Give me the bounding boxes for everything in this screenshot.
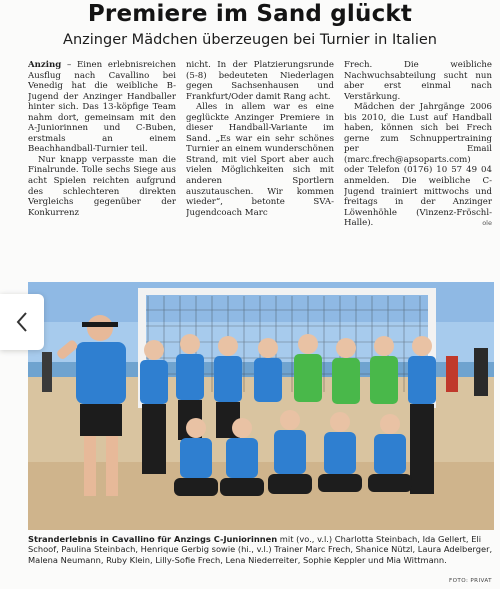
caption-text: mit (vo., v.l.) Charlotta Steinbach, Ida Gellert, Eli Schoof, Paulina Steinbach, Henrique Gerbig sowie (hi., v.l.) Trainer Marc Frech, Shanice Nützl, Laura Adelberger, Malena Neumann, Ruby Klein, Lilly-Sofie Frech, Lena Niederreiter, Sophie Keppler und Mia Wittmann. bbox=[28, 534, 493, 565]
bottom-toolbar bbox=[0, 589, 500, 606]
subheadline: Anzinger Mädchen überzeugen bei Turnier in Italien bbox=[63, 32, 437, 48]
photo-credit: FOTO: PRIVAT bbox=[449, 577, 492, 584]
previous-page-button[interactable] bbox=[0, 294, 44, 350]
paragraph-text: – Einen erlebnisreichen Ausflug nach Cavallino bei Venedig hat die weibliche B-Jugend der Anzinger Handballer hinter sich. Das 13-köpfige Team nahm dort, gemeinsam mit den A-Juniorinnen und C-Buben, erstmals an einem Beachhandball-Turnier teil. bbox=[28, 60, 176, 155]
photo-caption bbox=[28, 534, 494, 586]
paragraph: Frech. Die weibliche Nachwuchsabteilung sucht nun aber erst einmal nach Verstärkung. bbox=[344, 60, 492, 102]
bystander bbox=[446, 356, 458, 392]
bystander bbox=[42, 352, 52, 392]
paragraph: Nur knapp verpasste man die Finalrunde. Tolle sechs Siege aus acht Spielen reichten aufgrund des schlechteren direkten Vergleichs gegenüber der Konkurrenz bbox=[28, 154, 176, 218]
article-column-3 bbox=[344, 60, 492, 270]
paragraph bbox=[28, 60, 176, 155]
article-column-1 bbox=[28, 60, 176, 270]
paragraph: Alles in allem war es eine geglückte Anzinger Premiere in dieser Handball-Variante im Sand. „Es war ein sehr schönes Turnier an einem wunderschönen Strand, mit viel Sport aber auch vielen Möglichkeiten sich mit anderen Sportlern auszutauschen. Wir kommen wieder“, betonte SVA-Jugendcoach Marc bbox=[186, 102, 334, 218]
author-initials: ole bbox=[482, 219, 492, 228]
goal-crossbar bbox=[138, 288, 436, 295]
bystander bbox=[474, 348, 488, 396]
headline: Premiere im Sand glückt bbox=[87, 1, 413, 27]
paragraph: nicht. In der Platzierungsrunde (5-8) bedeuteten Niederlagen gegen Sachsenhausen und Frankfurt/Oder damit Rang acht. bbox=[186, 60, 334, 102]
paragraph-text: Mädchen der Jahrgänge 2006 bis 2010, die Lust auf Handball haben, können sich bei Frech gerne zum Schnuppertraining per Email (marc.frech@apsoparts.com) oder Telefon (0176) 10 57 49 04 anmelden. Die weibliche C-Jugend trainiert mittwochs und freitags in der Anzinger Löwenhöhle (Vinzenz-Fröschl-Halle). bbox=[344, 102, 492, 229]
dateline: Anzing bbox=[28, 60, 62, 70]
paragraph bbox=[344, 102, 492, 229]
article-column-2 bbox=[186, 60, 334, 270]
chevron-left-icon bbox=[15, 311, 29, 333]
article-body bbox=[28, 60, 494, 270]
team-photo-illustration bbox=[28, 282, 494, 530]
team-photo bbox=[28, 282, 494, 530]
caption-lead: Stranderlebnis in Cavallino für Anzings C-Juniorinnen bbox=[28, 534, 278, 544]
